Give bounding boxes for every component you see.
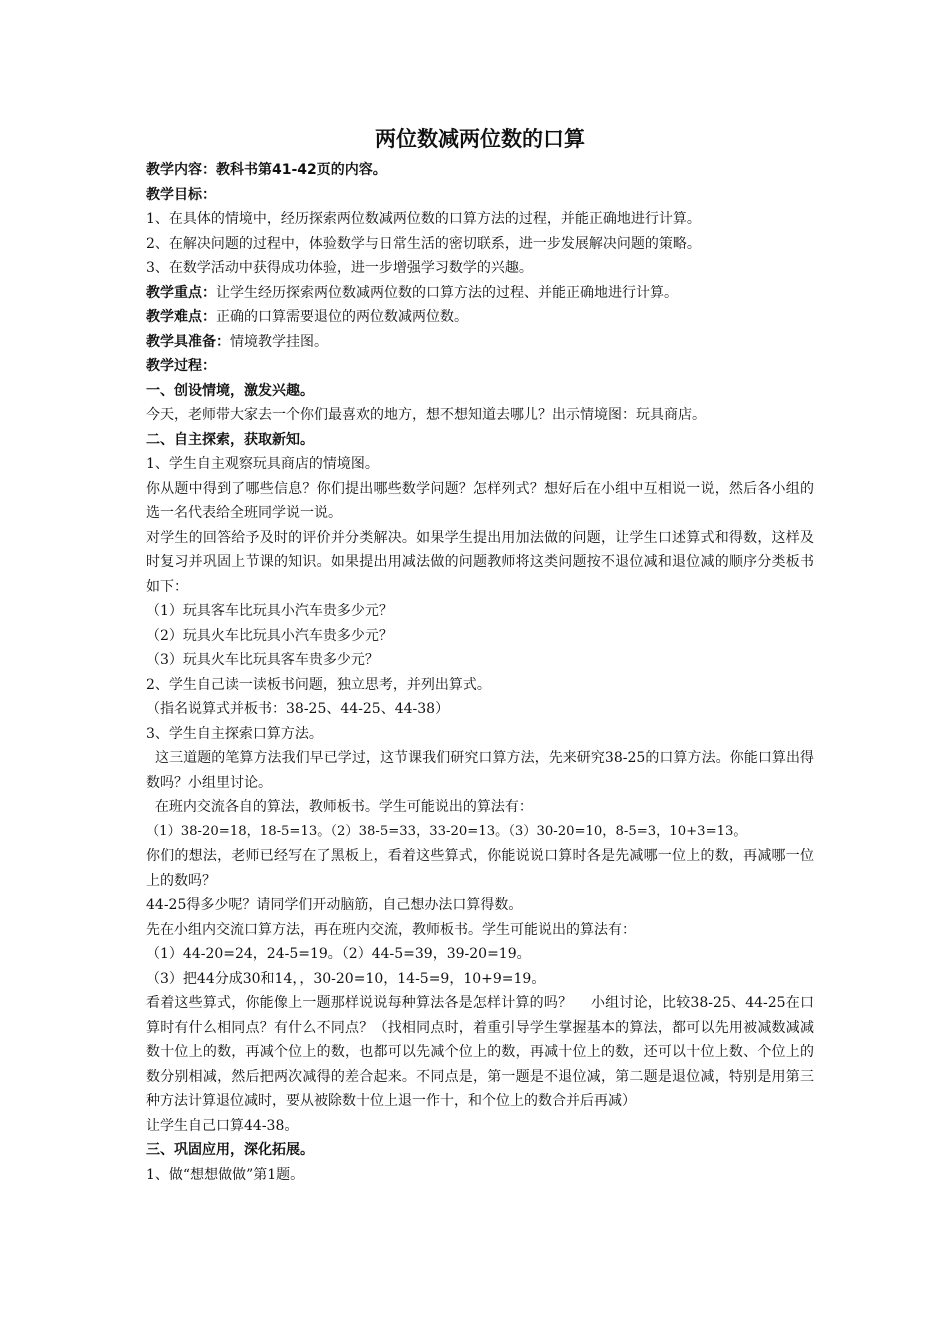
- paragraph: 1、学生自主观察玩具商店的情境图。: [146, 456, 379, 472]
- goal-item: 1、在具体的情境中，经历探索两位数减两位数的口算方法的过程，并能正确地进行计算。: [146, 211, 701, 227]
- teaching-content-label: 教学内容：: [146, 162, 216, 178]
- algorithm-list: （1）44-20=24，24-5=19。（2）44-5=39，39-20=19。: [146, 946, 531, 962]
- paragraph: 先在小组内交流口算方法，再在班内交流，教师板书。学生可能说出的算法有：: [146, 921, 636, 938]
- section-heading: 二、自主探索，获取新知。: [146, 431, 314, 448]
- paragraph: 在班内交流各自的算法，教师板书。学生可能说出的算法有：: [146, 799, 533, 815]
- paragraph: 2、学生自己读一读板书问题，独立思考，并列出算式。: [146, 676, 491, 693]
- question-item: （2）玩具火车比玩具小汽车贵多少元？: [146, 627, 393, 644]
- tools: [146, 330, 814, 355]
- section-heading: 一、创设情境，激发兴趣。: [146, 382, 314, 399]
- algorithm-list: （1）38-20=18，18-5=13。（2）38-5=33，33-20=13。（3）30-20=10，8-5=3，10+3=13。: [146, 823, 747, 839]
- difficulty: [146, 305, 814, 330]
- teaching-content: [146, 158, 814, 183]
- question-item: （1）玩具客车比玩具小汽车贵多少元？: [146, 603, 393, 619]
- tools-label: 教学具准备：: [146, 333, 230, 350]
- key-point-text: 让学生经历探索两位数减两位数的口算方法的过程、并能正确地进行计算。: [216, 284, 678, 301]
- goal-item: 3、在数学活动中获得成功体验，进一步增强学习数学的兴趣。: [146, 260, 533, 276]
- algorithm-list: （3）把44分成30和14，，30-20=10，14-5=9，10+9=19。: [146, 970, 546, 987]
- tools-text: 情境教学挂图。: [230, 333, 328, 350]
- paragraph: 你们的想法，老师已经写在了黑板上，看着这些算式，你能说说口算时各是先减哪一位上的数，再减哪一位上的数吗？: [146, 848, 814, 889]
- process-label: 教学过程：: [146, 358, 216, 374]
- section-heading: 三、巩固应用，深化拓展。: [146, 1142, 314, 1158]
- document-title: 两位数减两位数的口算: [375, 127, 585, 151]
- difficulty-text: 正确的口算需要退位的两位数减两位数。: [216, 309, 468, 325]
- paragraph: 这三道题的笔算方法我们早已学过，这节课我们研究口算方法，先来研究38-25的口算方法。你能口算出得数吗？小组里讨论。: [146, 750, 815, 791]
- paragraph: 1、做“想想做做”第1题。: [146, 1166, 305, 1183]
- paragraph: 你从题中得到了哪些信息？你们提出哪些数学问题？怎样列式？想好后在小组中互相说一说，然后各小组的选一名代表给全班同学说一说。: [146, 480, 814, 521]
- paragraph: 44-25得多少呢？请同学们开动脑筋，自己想办法口算得数。: [146, 897, 523, 913]
- paragraph: 对学生的回答给予及时的评价并分类解决。如果学生提出用加法做的问题，让学生口述算式和得数，这样及时复习并巩固上节课的知识。如果提出用减法做的问题教师将这类问题按不退位减和退位减的顺序分类板书如下：: [146, 529, 814, 595]
- key-point: [146, 281, 814, 306]
- paragraph: 3、学生自主探索口算方法。: [146, 725, 323, 742]
- teaching-goals-label: 教学目标：: [146, 186, 216, 203]
- key-point-label: 教学重点：: [146, 284, 216, 301]
- paragraph: （指名说算式并板书：38-25、44-25、44-38）: [146, 701, 450, 717]
- teaching-content-text: 教科书第41-42页的内容。: [216, 162, 387, 178]
- paragraph: 让学生自己口算44-38。: [146, 1117, 299, 1134]
- difficulty-label: 教学难点：: [146, 309, 216, 325]
- paragraph: 今天，老师带大家去一个你们最喜欢的地方，想不想知道去哪儿？出示情境图：玩具商店。: [146, 407, 706, 423]
- paragraph: 看着这些算式，你能像上一题那样说说每种算法各是怎样计算的吗？ 小组讨论，比较38-25、44-25在口算时有什么相同点？有什么不同点？（找相同点时，着重引导学生掌握基本的算法，都可以先用被减数减减数十位上的数，再减个位上的数，也都可以先减个位上的数，再减十位上的数，还可以十位上数、个位上的数分别相减，然后把两次减得的差合起来。不同点是，第一题是不退位减，第二题是退位减，特别是用第三种方法计算退位减时，要从被除数十位上退一作十，和个位上的数合并后再减）: [146, 995, 814, 1109]
- document-page: [146, 124, 814, 1187]
- question-item: （3）玩具火车比玩具客车贵多少元？: [146, 652, 379, 668]
- goal-item: 2、在解决问题的过程中，体验数学与日常生活的密切联系，进一步发展解决问题的策略。: [146, 235, 701, 252]
